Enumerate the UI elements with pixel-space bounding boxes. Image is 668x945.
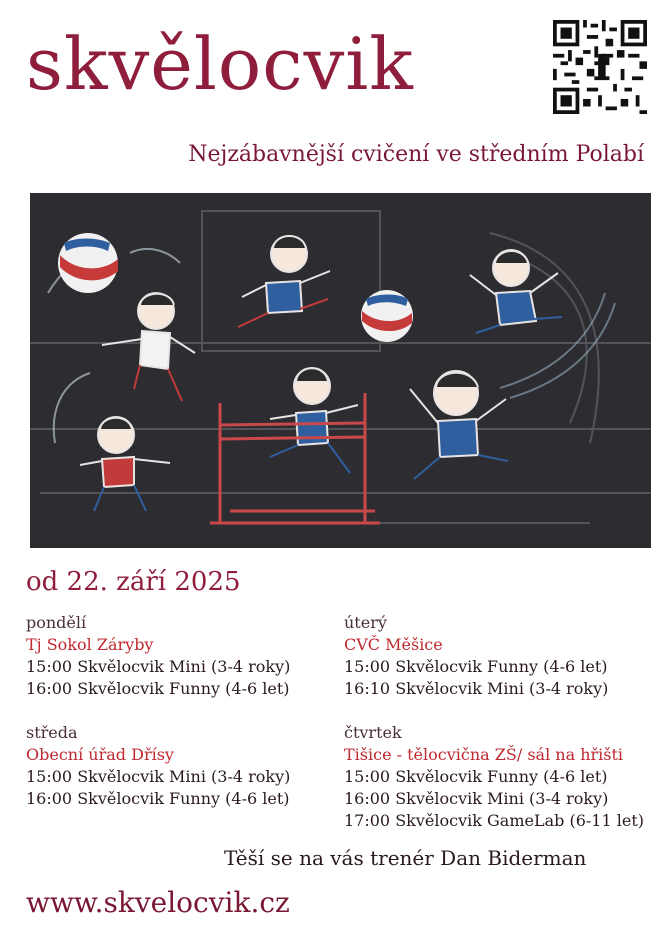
tagline: Nejzábavnější cvičení ve středním Polabí bbox=[188, 142, 644, 167]
qr-code-icon[interactable] bbox=[553, 20, 647, 114]
illustration bbox=[30, 193, 651, 548]
venue-label: Obecní úřad Dřísy bbox=[26, 745, 174, 764]
session-line: 16:00 Skvělocvik Mini (3-4 roky) bbox=[344, 789, 609, 808]
venue-label: Tišice - tělocvična ZŠ/ sál na hřišti bbox=[344, 745, 624, 764]
session-line: 15:00 Skvělocvik Funny (4-6 let) bbox=[344, 767, 608, 786]
logo-title: skvělocvik bbox=[26, 22, 414, 106]
day-label: středa bbox=[26, 723, 78, 742]
website-link[interactable]: www.skvelocvik.cz bbox=[26, 886, 290, 919]
venue-label: Tj Sokol Záryby bbox=[26, 635, 154, 654]
schedule-thursday bbox=[344, 722, 644, 832]
day-label: úterý bbox=[344, 613, 387, 632]
venue-label: CVČ Měšice bbox=[344, 635, 443, 654]
session-line: 17:00 Skvělocvik GameLab (6-11 let) bbox=[344, 811, 644, 830]
schedule-wednesday bbox=[26, 722, 290, 810]
schedule-monday bbox=[26, 612, 290, 700]
day-label: pondělí bbox=[26, 613, 87, 632]
trainer-text: Těší se na vás trenér Dan Biderman bbox=[224, 846, 587, 870]
session-line: 15:00 Skvělocvik Mini (3-4 roky) bbox=[26, 767, 291, 786]
session-line: 15:00 Skvělocvik Mini (3-4 roky) bbox=[26, 657, 291, 676]
schedule-tuesday bbox=[344, 612, 608, 700]
day-label: čtvrtek bbox=[344, 723, 402, 742]
start-date: od 22. září 2025 bbox=[26, 567, 241, 597]
session-line: 15:00 Skvělocvik Funny (4-6 let) bbox=[344, 657, 608, 676]
session-line: 16:10 Skvělocvik Mini (3-4 roky) bbox=[344, 679, 609, 698]
session-line: 16:00 Skvělocvik Funny (4-6 let) bbox=[26, 679, 290, 698]
session-line: 16:00 Skvělocvik Funny (4-6 let) bbox=[26, 789, 290, 808]
